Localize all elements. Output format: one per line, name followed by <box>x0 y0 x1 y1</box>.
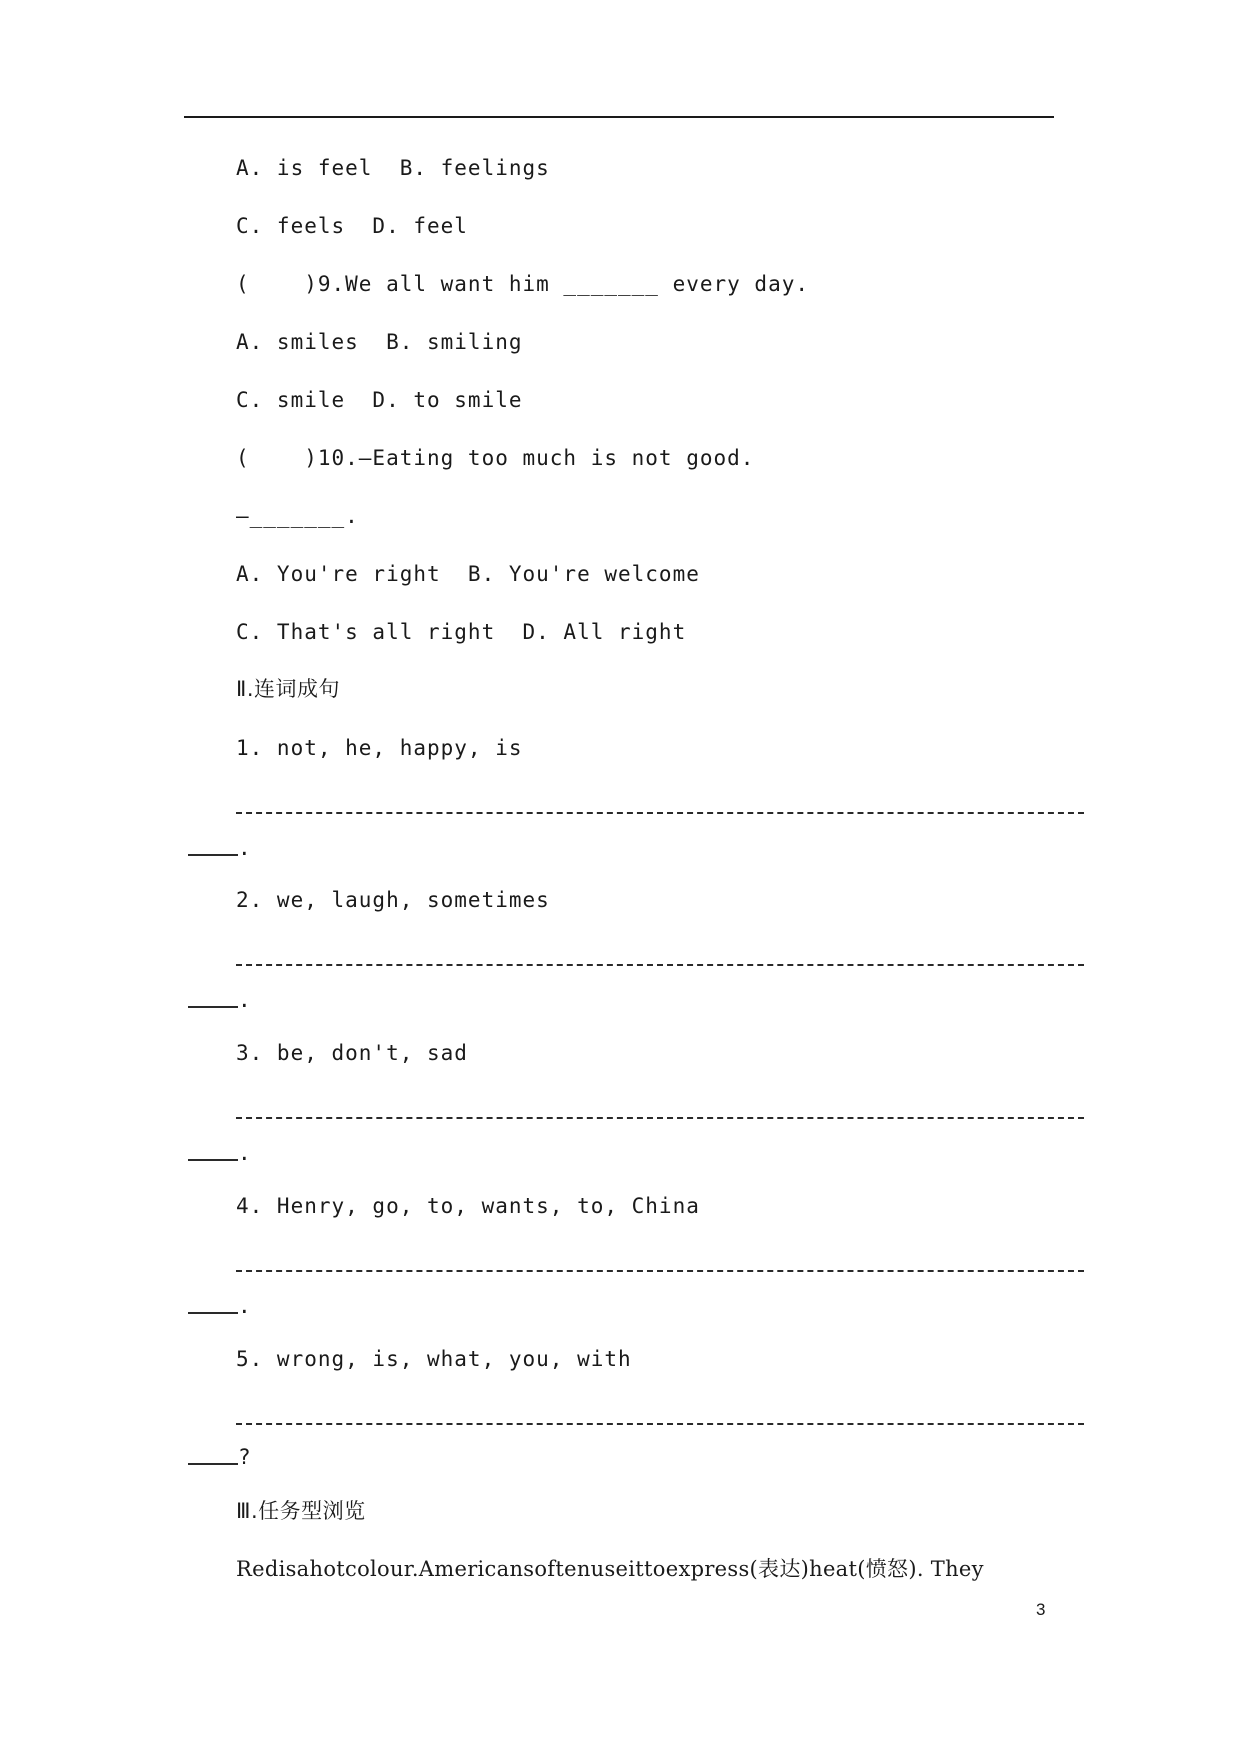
q10-options-ab: A. You're right B. You're welcome <box>236 562 700 586</box>
sentence-4-end-mark: . <box>238 1294 251 1318</box>
sentence-4-answer-tail <box>188 1292 251 1320</box>
section-2-heading: Ⅱ.连词成句 <box>236 677 341 701</box>
q8-options-cd: C. feels D. feel <box>236 214 468 238</box>
sentence-2-prompt: 2. we, laugh, sometimes <box>236 888 550 912</box>
sentence-5-answer-tail <box>188 1443 251 1471</box>
q9-options-cd: C. smile D. to smile <box>236 388 523 412</box>
sentence-5-answer-line <box>236 1423 1084 1425</box>
sentence-3-answer-tail <box>188 1139 251 1167</box>
q10-stem: ( )10.—Eating too much is not good. <box>236 446 755 470</box>
section-3-heading: Ⅲ.任务型浏览 <box>236 1499 366 1523</box>
sentence-1-end-mark: . <box>238 836 251 860</box>
sentence-3-end-mark: . <box>238 1141 251 1165</box>
page-number: 3 <box>1036 1600 1046 1619</box>
sentence-1-prompt: 1. not, he, happy, is <box>236 736 523 760</box>
passage-first-line: Redisahotcolour.Americansoftenuseittoexpress(表达)heat(愤怒). They <box>236 1557 984 1581</box>
sentence-2-answer-line <box>236 964 1084 966</box>
sentence-3-prompt: 3. be, don't, sad <box>236 1041 468 1065</box>
sentence-1-answer-tail <box>188 834 251 862</box>
q8-options-ab: A. is feel B. feelings <box>236 156 550 180</box>
sentence-2-end-mark: . <box>238 988 251 1012</box>
sentence-3-answer-line <box>236 1117 1084 1119</box>
header-rule <box>184 116 1054 118</box>
sentence-2-answer-tail <box>188 986 251 1014</box>
sentence-5-prompt: 5. wrong, is, what, you, with <box>236 1347 632 1371</box>
sentence-4-answer-line <box>236 1270 1084 1272</box>
sentence-4-prompt: 4. Henry, go, to, wants, to, China <box>236 1194 700 1218</box>
sentence-5-end-mark: ? <box>238 1445 251 1469</box>
q10-options-cd: C. That's all right D. All right <box>236 620 687 644</box>
q10-reply-blank: —_______. <box>236 504 359 528</box>
q9-stem: ( )9.We all want him _______ every day. <box>236 272 810 296</box>
q9-options-ab: A. smiles B. smiling <box>236 330 523 354</box>
sentence-1-answer-line <box>236 812 1084 814</box>
